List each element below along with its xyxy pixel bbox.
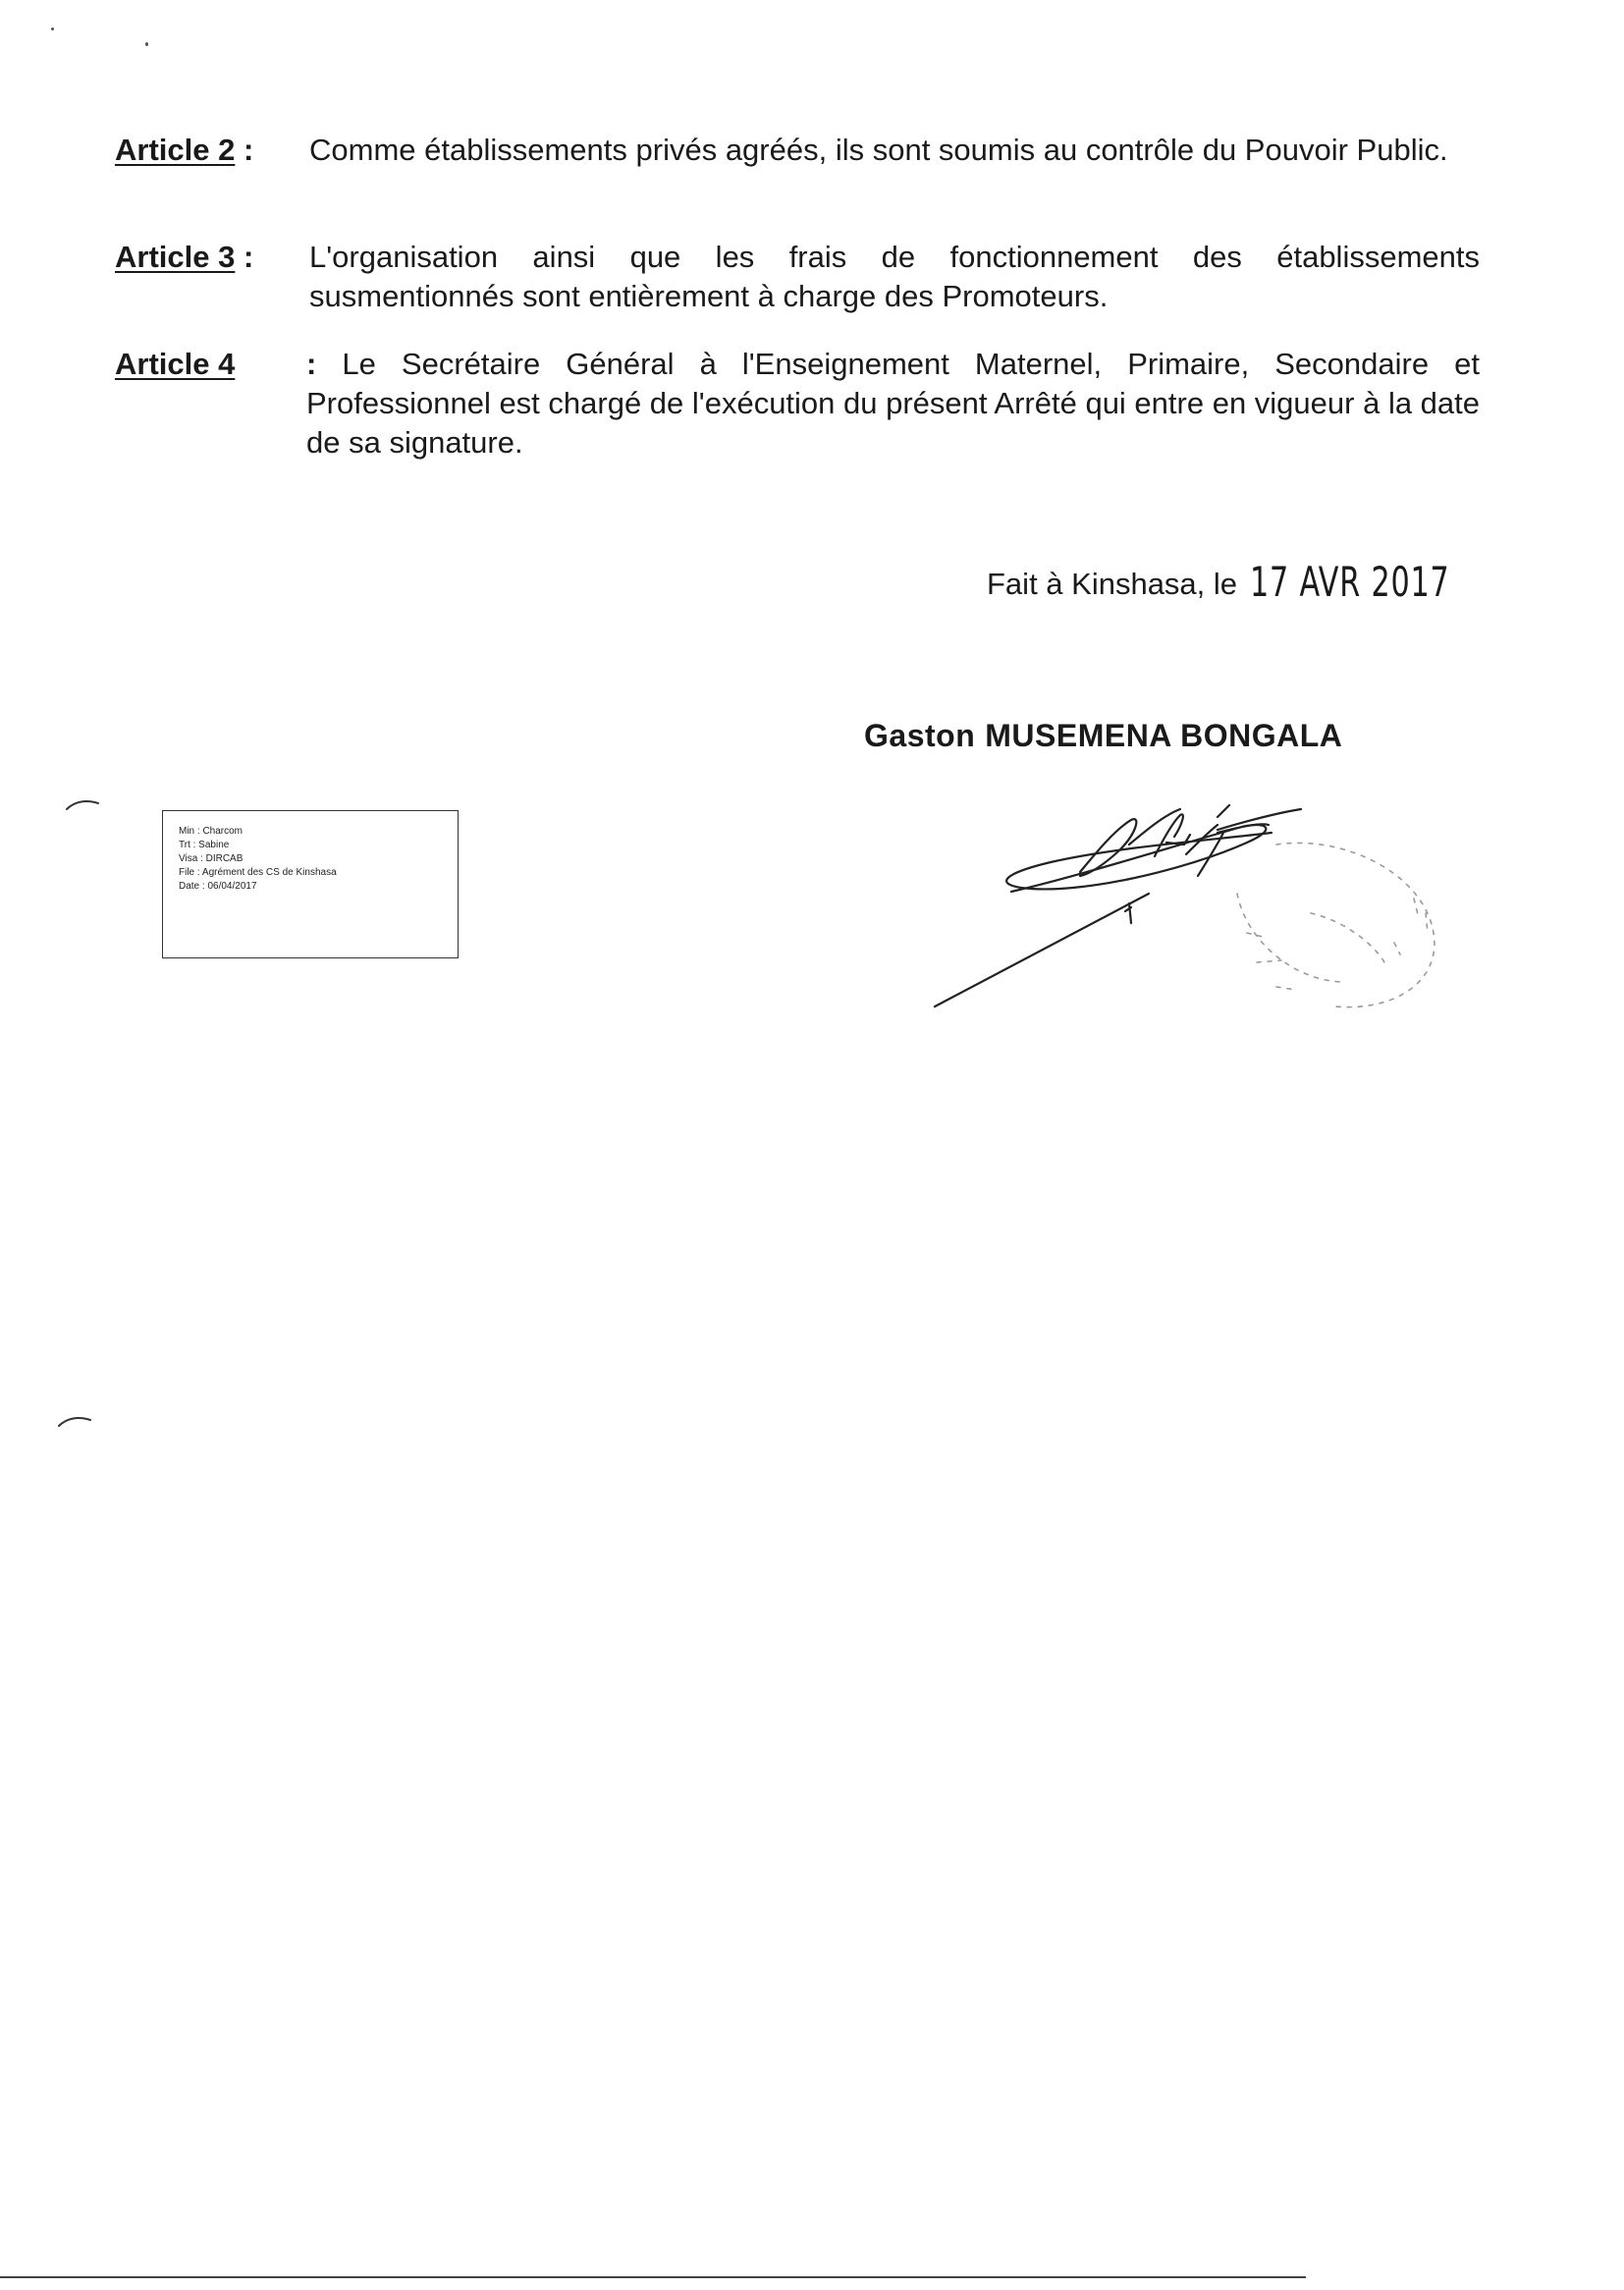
- article-4-text: [306, 345, 1480, 463]
- article-4-colon: :: [306, 347, 317, 381]
- article-4-body: Le Secrétaire Général à l'Enseignement Maternel, Primaire, Secondaire et Professionnel est chargé de l'exécution du présent Arrêté qui entre en vigueur à la date de sa signature.: [306, 347, 1481, 460]
- article-3-text: L'organisation ainsi que les frais de fonctionnement des établissements susmentionnés sont entièrement à charge des Promoteurs.: [309, 240, 1480, 313]
- scan-speck: [51, 27, 54, 30]
- handwritten-signature: [923, 786, 1473, 1031]
- article-2-label: Article 2 :: [115, 133, 254, 167]
- reference-row: File : Agrément des CS de Kinshasa: [179, 867, 337, 878]
- article-3-label: Article 3 :: [115, 240, 254, 274]
- reference-row: Min : Charcom: [179, 826, 244, 837]
- article-2-text: Comme établissements privés agréés, ils sont soumis au contrôle du Pouvoir Public.: [309, 133, 1448, 167]
- margin-mark: [57, 1414, 92, 1428]
- reference-box: [162, 810, 459, 958]
- reference-row: Visa : DIRCAB: [179, 853, 244, 864]
- bottom-edge-line: [0, 2276, 1306, 2278]
- article-3: [115, 238, 1480, 316]
- margin-mark: [65, 797, 100, 811]
- signatory-last-name: MUSEMENA BONGALA: [985, 718, 1343, 753]
- article-2: [115, 131, 1480, 170]
- place-and-date: [987, 558, 1499, 606]
- article-4-label: Article 4: [115, 347, 236, 381]
- place-prefix: Fait à Kinshasa, le: [987, 567, 1238, 601]
- signatory-name: [864, 718, 1342, 754]
- date-stamp: 17 AVR 2017: [1249, 558, 1450, 606]
- article-4: [115, 345, 1480, 463]
- scan-speck: [145, 42, 148, 46]
- signatory-first-name: Gaston: [864, 718, 976, 753]
- reference-row: Date : 06/04/2017: [179, 881, 257, 892]
- reference-row: Trt : Sabine: [179, 840, 230, 850]
